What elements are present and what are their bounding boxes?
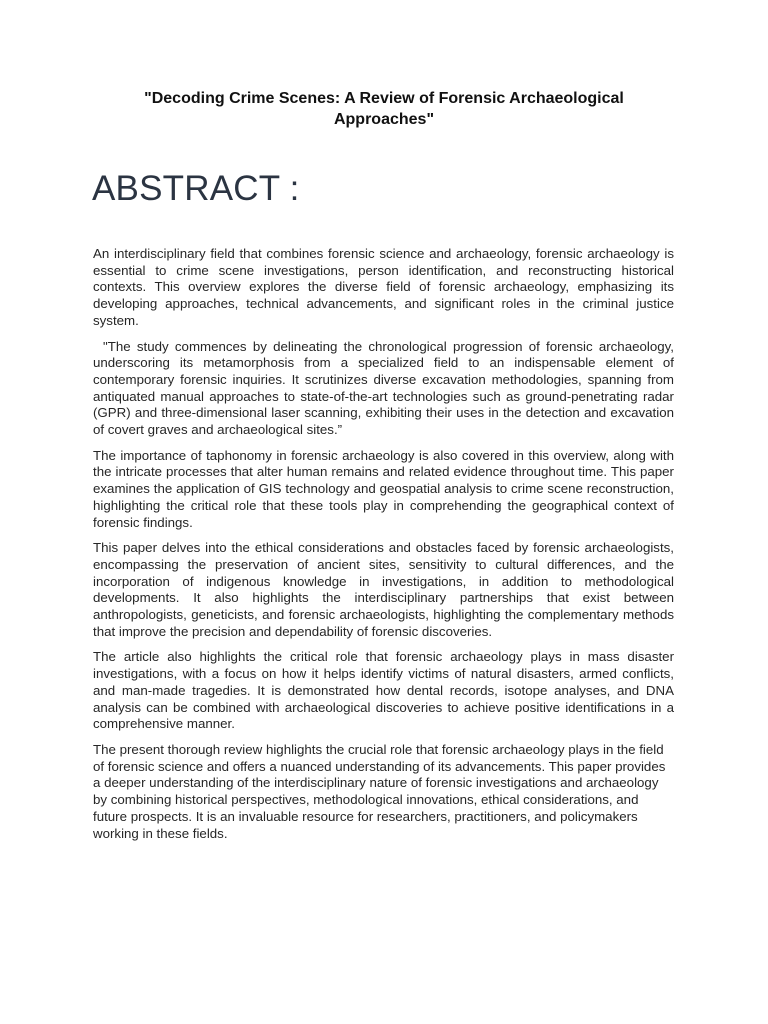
abstract-heading: ABSTRACT : bbox=[92, 169, 300, 208]
abstract-paragraph-6: The present thorough review highlights the crucial role that forensic archaeology plays in the field of forensic science and offers a nuanced understanding of its advancements. This paper provides a deeper understanding of the interdisciplinary nature of forensic investigations and archaeology by combining historical perspectives, methodological innovations, ethical considerations, and future prospects. It is an invaluable resource for researchers, practitioners, and policymakers working in these fields. bbox=[93, 741, 666, 841]
abstract-paragraph-1: An interdisciplinary field that combines forensic science and archaeology, forensic archaeology is essential to crime scene investigations, person identification, and reconstructing historical contexts. This overview explores the diverse field of forensic archaeology, emphasizing its developing approaches, technical advancements, and significant roles in the criminal justice system. bbox=[93, 246, 674, 328]
document-title-line-1: "Decoding Crime Scenes: A Review of Forensic Archaeological bbox=[144, 90, 624, 107]
abstract-paragraph-5: The article also highlights the critical role that forensic archaeology plays in mass disaster investigations, with a focus on how it helps identify victims of natural disasters, armed conflicts, and man-made tragedies. It is demonstrated how dental records, isotope analyses, and DNA analysis can be combined with archaeological discoveries to achieve positive identifications in a comprehensive manner. bbox=[93, 649, 674, 732]
abstract-paragraph-3: The importance of taphonomy in forensic archaeology is also covered in this overview, along with the intricate processes that alter human remains and related evidence throughout time. This paper examines the application of GIS technology and geospatial analysis to crime scene reconstruction, highlighting the critical role that these tools play in comprehending the geographical context of forensic findings. bbox=[93, 447, 674, 530]
document-title bbox=[93, 88, 675, 130]
abstract-paragraph-2: "The study commences by delineating the chronological progression of forensic archaeology, underscoring its metamorphosis from a specialized field to an indispensable element of contemporary forensic inquiries. It scrutinizes diverse excavation methodologies, spanning from antiquated manual approaches to state-of-the-art technologies such as ground-penetrating radar (GPR) and three-dimensional laser scanning, exhibiting their uses in the detection and excavation of covert graves and archaeological sites.” bbox=[93, 338, 674, 438]
abstract-body bbox=[93, 246, 674, 851]
document-title-line-2: Approaches" bbox=[333, 111, 435, 128]
abstract-paragraph-4: This paper delves into the ethical considerations and obstacles faced by forensic archaeologists, encompassing the preservation of ancient sites, sensitivity to cultural differences, and the incorporation of indigenous knowledge in investigations, in addition to methodological developments. It also highlights the interdisciplinary partnerships that exist between anthropologists, geneticists, and forensic archaeologists, highlighting the complementary methods that improve the precision and dependability of forensic discoveries. bbox=[93, 540, 674, 639]
